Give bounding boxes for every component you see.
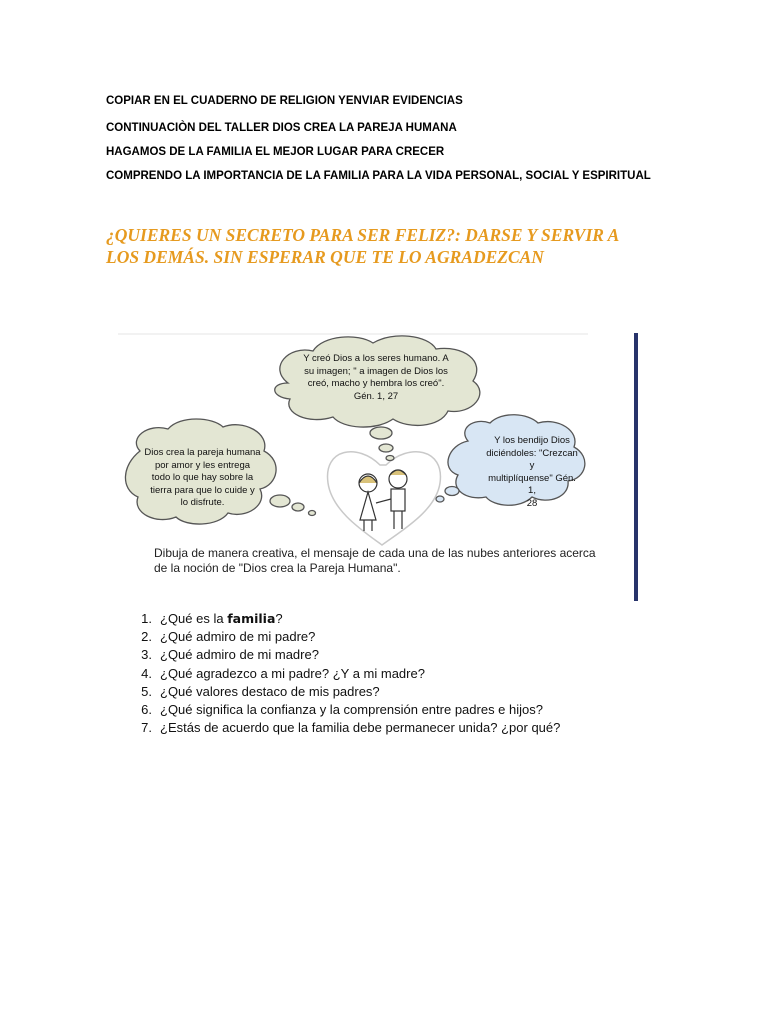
cloud-top-line: su imagen; " a imagen de Dios los [304, 365, 448, 377]
heading-workshop: CONTINUACIÒN DEL TALLER DIOS CREA LA PAREJA HUMANA [106, 122, 457, 134]
question-number: 5. [141, 683, 152, 699]
list-item [130, 628, 560, 646]
list-item [130, 683, 560, 701]
cloud-right-text [484, 435, 580, 510]
cloud-right-line: diciéndoles: "Crezcan y [486, 447, 578, 471]
cloud-left-line: tierra para que lo cuide y [150, 484, 255, 496]
cloud-left-text [140, 447, 265, 510]
question-text: ¿Qué admiro de mi padre? [160, 629, 316, 645]
cloud-left-line: lo disfrute. [180, 497, 225, 508]
heading-family: HAGAMOS DE LA FAMILIA EL MEJOR LUGAR PARA CRECER [106, 146, 445, 158]
instruction-line-2: de la noción de "Dios crea la Pareja Humana". [154, 561, 401, 575]
figure-border-bar [634, 333, 638, 601]
list-item [130, 719, 560, 737]
cloud-top-line: Gén. 1, 27 [353, 390, 399, 402]
question-text: ¿Qué admiro de mi madre? [160, 647, 319, 663]
secret-line-2: LOS DEMÁS. SIN ESPERAR QUE TE LO AGRADEZCAN [106, 247, 544, 267]
list-item [130, 701, 560, 719]
secret-line-1: ¿QUIERES UN SECRETO PARA SER FELIZ?: DARSE Y SERVIR A [106, 225, 620, 245]
list-item [130, 610, 560, 628]
drawing-instruction [154, 546, 624, 576]
instruction-line-1: Dibuja de manera creativa, el mensaje de cada una de las nubes anteriores acerca [154, 546, 596, 560]
question-number: 3. [141, 647, 152, 663]
question-text: ¿Qué valores destaco de mis padres? [160, 683, 380, 699]
question-bold-word: familia [227, 611, 276, 626]
cloud-left-line: por amor y les entrega [154, 459, 251, 471]
list-item [130, 665, 560, 683]
cloud-left-line: todo lo que hay sobre la [151, 472, 254, 483]
cloud-top-line: creó, macho y hembra los creó". [307, 378, 445, 389]
cloud-right-line: Y los bendijo Dios [494, 435, 570, 446]
question-number: 7. [141, 720, 152, 736]
question-number: 1. [141, 611, 152, 626]
question-number: 4. [141, 665, 152, 681]
question-text: ¿Qué agradezco a mi padre? ¿Y a mi madre? [160, 665, 425, 681]
question-text: ¿Estás de acuerdo que la familia debe permanecer unida? ¿por qué? [160, 720, 561, 736]
cloud-top-line: Y creó Dios a los seres humano. A [303, 353, 449, 364]
question-text-end: ? [275, 611, 283, 626]
cloud-top-text [291, 353, 461, 403]
illustration-figure [118, 333, 644, 601]
question-number: 2. [141, 629, 152, 645]
heart-icon [328, 452, 441, 545]
cloud-right-line: 28 [526, 497, 538, 509]
question-text: ¿Qué es la [160, 611, 228, 626]
secret-quote [106, 224, 666, 268]
heading-importance: COMPRENDO LA IMPORTANCIA DE LA FAMILIA PARA LA VIDA PERSONAL, SOCIAL Y ESPIRITUAL [106, 170, 651, 182]
question-number: 6. [141, 702, 152, 718]
cloud-left-line: Dios crea la pareja humana [144, 447, 261, 458]
cloud-right-line: multiplíquense" Gén. 1, [488, 472, 576, 496]
question-list [130, 610, 560, 737]
list-item [130, 646, 560, 664]
heading-instructions: COPIAR EN EL CUADERNO DE RELIGION YENVIAR EVIDENCIAS [106, 95, 463, 107]
question-text: ¿Qué significa la confianza y la comprensión entre padres e hijos? [160, 702, 543, 718]
